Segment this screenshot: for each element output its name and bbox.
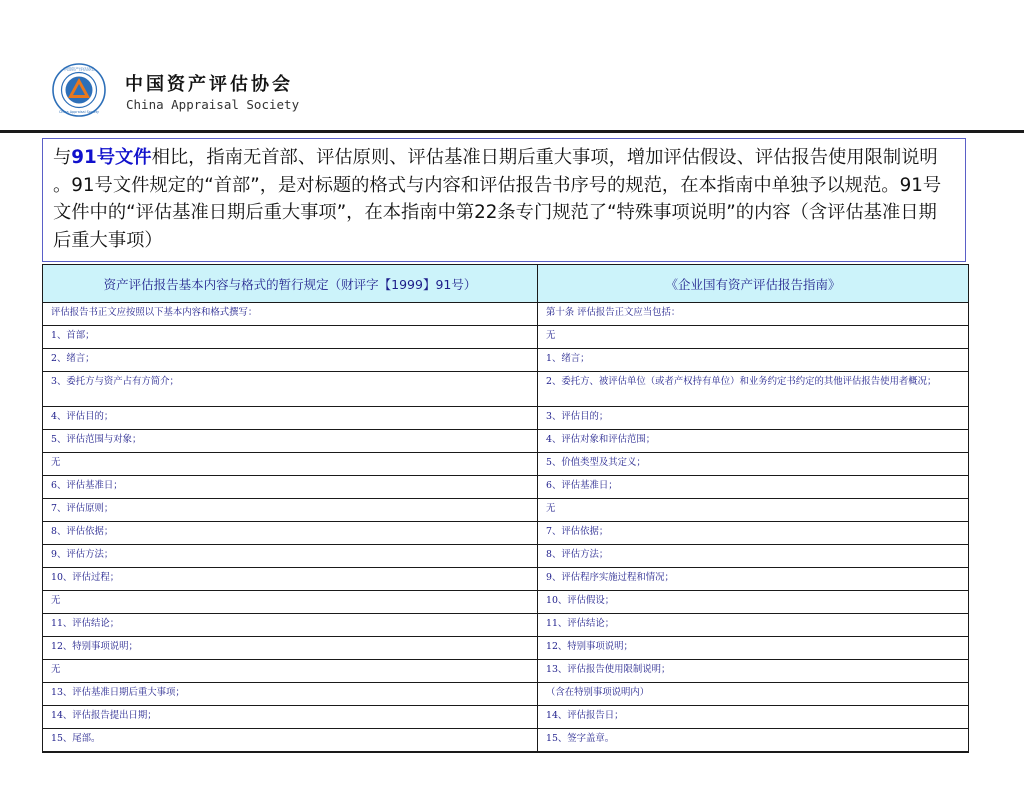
table-cell-old-rule: 1、首部； — [43, 326, 538, 349]
table-header-cell: 《企业国有资产评估报告指南》 — [538, 265, 969, 303]
table-row — [43, 568, 969, 591]
table-cell-new-guide: 第十条 评估报告正文应当包括： — [538, 303, 969, 326]
table-cell-old-rule: 无 — [43, 453, 538, 476]
table-header-cell: 资产评估报告基本内容与格式的暂行规定（财评字【1999】91号） — [43, 265, 538, 303]
table-cell-old-rule: 无 — [43, 591, 538, 614]
table-cell-new-guide: 9、评估程序实施过程和情况； — [538, 568, 969, 591]
table-row — [43, 430, 969, 453]
table-cell-new-guide: 7、评估依据； — [538, 522, 969, 545]
table-cell-old-rule: 10、评估过程； — [43, 568, 538, 591]
table-row — [43, 349, 969, 372]
table-row — [43, 591, 969, 614]
table-row — [43, 683, 969, 706]
table-cell-old-rule: 9、评估方法； — [43, 545, 538, 568]
table-cell-new-guide: 4、评估对象和评估范围； — [538, 430, 969, 453]
comparison-table — [42, 264, 969, 753]
table-cell-new-guide: 2、委托方、被评估单位（或者产权持有单位）和业务约定书约定的其他评估报告使用者概况； — [538, 372, 969, 407]
table-row — [43, 522, 969, 545]
table-cell-old-rule: 2、绪言； — [43, 349, 538, 372]
table-cell-new-guide: 6、评估基准日； — [538, 476, 969, 499]
intro-text-box — [42, 138, 966, 262]
table-row — [43, 303, 969, 326]
table-cell-new-guide: 12、特别事项说明； — [538, 637, 969, 660]
table-cell-new-guide: 10、评估假设； — [538, 591, 969, 614]
table-cell-old-rule: 8、评估依据； — [43, 522, 538, 545]
intro-body: 相比，指南无首部、评估原则、评估基准日期后重大事项，增加评估假设、评估报告使用限制说明 。91号文件规定的“首部”，是对标题的格式与内容和评估报告书序号的规范，在本指南中单独予以规范。91号文件中的“评估基准日期后重大事项”，在本指南中第22条专门规范了“特殊事项说明”的内容（含评估基准日期后重大事项） — [53, 147, 942, 251]
china-appraisal-society-logo-icon — [52, 63, 106, 117]
logo-ring-text: 中国资产评估协会 — [63, 66, 95, 72]
table-row — [43, 476, 969, 499]
comparison-table-wrap — [42, 264, 968, 753]
table-cell-old-rule: 5、评估范围与对象； — [43, 430, 538, 453]
table-cell-new-guide: 13、评估报告使用限制说明； — [538, 660, 969, 683]
table-cell-old-rule: 4、评估目的； — [43, 407, 538, 430]
table-cell-new-guide: 11、评估结论； — [538, 614, 969, 637]
table-cell-new-guide: 15、签字盖章。 — [538, 729, 969, 752]
table-row — [43, 499, 969, 522]
org-name-english: China Appraisal Society — [126, 97, 300, 112]
table-cell-old-rule: 14、评估报告提出日期； — [43, 706, 538, 729]
table-row — [43, 326, 969, 349]
table-row — [43, 729, 969, 752]
intro-prefix: 与 — [53, 147, 72, 168]
table-cell-new-guide: 无 — [538, 326, 969, 349]
table-row — [43, 453, 969, 476]
table-cell-old-rule: 3、委托方与资产占有方简介； — [43, 372, 538, 407]
logo-ring-text-en: China Appraisal Society — [58, 110, 100, 114]
intro-highlight-doc-91: 91号文件 — [71, 147, 152, 168]
header-divider — [0, 130, 1024, 133]
table-row — [43, 660, 969, 683]
table-cell-new-guide: 14、评估报告日； — [538, 706, 969, 729]
table-row — [43, 407, 969, 430]
table-row — [43, 637, 969, 660]
table-cell-new-guide: 8、评估方法； — [538, 545, 969, 568]
table-cell-old-rule: 13、评估基准日期后重大事项； — [43, 683, 538, 706]
table-cell-old-rule: 评估报告书正文应按照以下基本内容和格式撰写： — [43, 303, 538, 326]
table-cell-new-guide: 无 — [538, 499, 969, 522]
table-cell-new-guide: （含在特别事项说明内） — [538, 683, 969, 706]
table-row — [43, 614, 969, 637]
table-cell-new-guide: 3、评估目的； — [538, 407, 969, 430]
table-cell-old-rule: 11、评估结论； — [43, 614, 538, 637]
table-row — [43, 372, 969, 407]
table-cell-new-guide: 1、绪言； — [538, 349, 969, 372]
table-row — [43, 706, 969, 729]
table-cell-old-rule: 7、评估原则； — [43, 499, 538, 522]
org-name-chinese: 中国资产评估协会 — [125, 74, 293, 95]
table-cell-old-rule: 12、特别事项说明； — [43, 637, 538, 660]
table-cell-old-rule: 6、评估基准日； — [43, 476, 538, 499]
table-row — [43, 545, 969, 568]
table-cell-old-rule: 15、尾部。 — [43, 729, 538, 752]
table-cell-new-guide: 5、价值类型及其定义； — [538, 453, 969, 476]
table-cell-old-rule: 无 — [43, 660, 538, 683]
table-header-row — [43, 265, 969, 303]
